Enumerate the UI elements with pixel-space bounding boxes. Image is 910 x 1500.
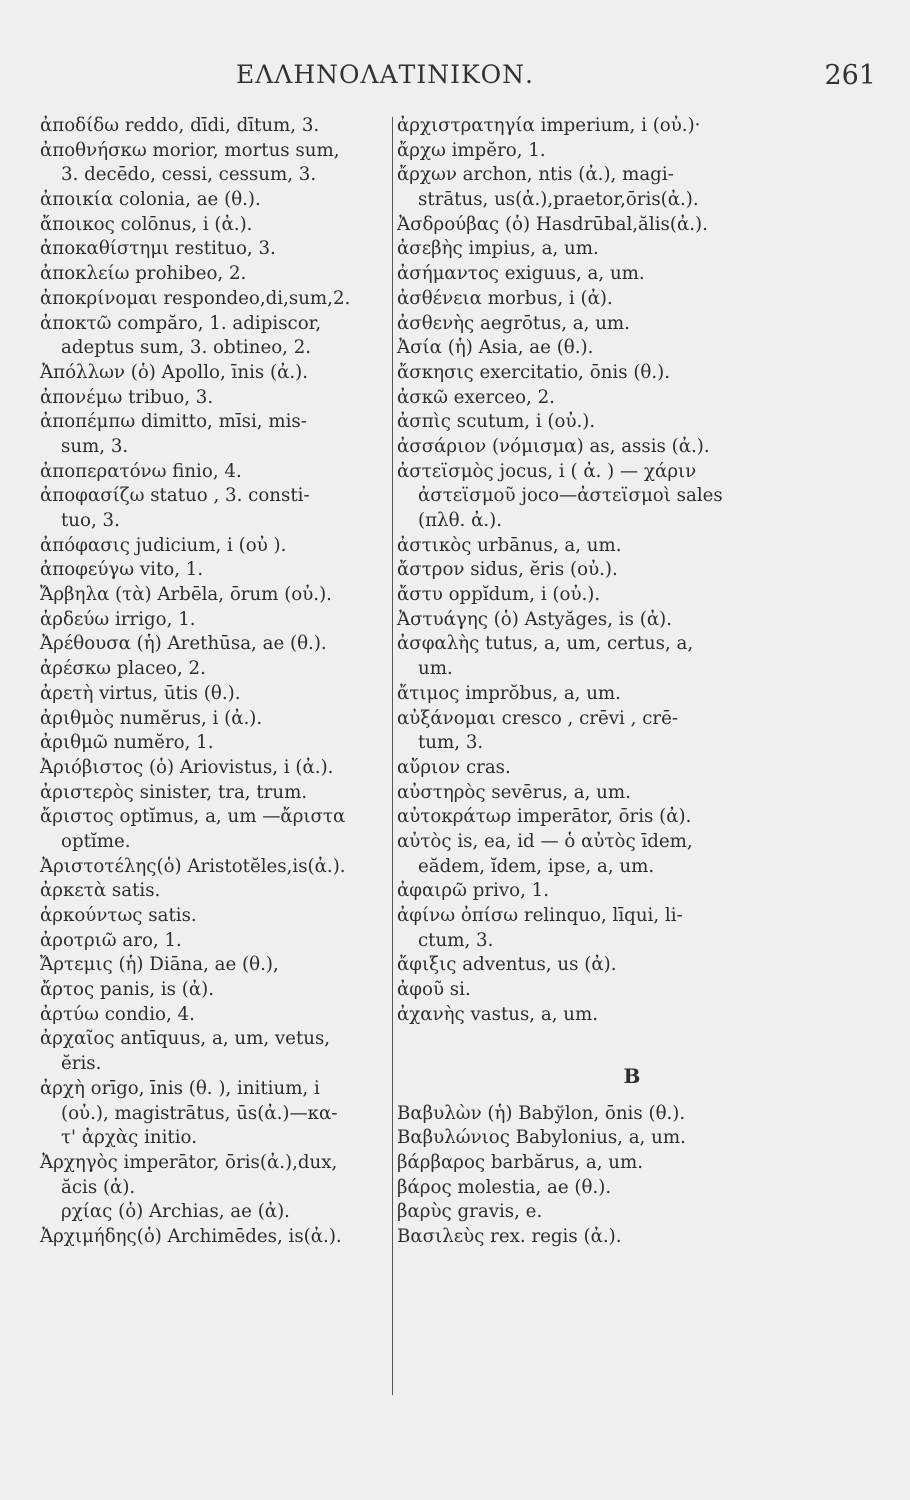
entry-line: ἀρχαῖος antīquus, a, um, vetus, — [40, 1028, 331, 1050]
entry-line: ἀροτριῶ aro, 1. — [40, 929, 182, 951]
entry-line: ἀφαιρῶ privo, 1. — [397, 880, 550, 902]
entry-line: βάρος molestia, ae (θ.). — [397, 1176, 612, 1198]
entry-line: ἀρχὴ orīgo, īnis (θ. ), initium, i — [40, 1077, 320, 1099]
entry-line: ἀσκῶ exerceo, 2. — [397, 386, 555, 408]
entry-line: sum, 3. — [61, 435, 129, 457]
entry-line: ἀποφεύγω vito, 1. — [40, 559, 204, 581]
entry-line: ἄστυ oppĭdum, i (οὐ.). — [397, 584, 601, 606]
entry-line: Ἀσία (ἡ) Asia, ae (θ.). — [397, 337, 594, 359]
entry-line: ἀφοῦ si. — [397, 979, 471, 1001]
entry-line: Ἀρχηγὸς imperātor, ōris(ἀ.),dux, — [40, 1151, 338, 1173]
entry-line: strātus, us(ἀ.),praetor,ōris(ἀ.). — [418, 189, 699, 211]
entry-line: um. — [418, 658, 453, 680]
entry-line: eădem, ĭdem, ipse, a, um. — [418, 855, 655, 877]
entry-line: ἀποπερατόνω finio, 4. — [40, 460, 242, 482]
entry-line: ἄποικος colōnus, i (ἀ.). — [40, 213, 253, 235]
entry-line: ἀρέσκω placeo, 2. — [40, 658, 206, 680]
running-head — [236, 60, 876, 100]
entry-line: ἀσφαλὴς tutus, a, um, certus, a, — [397, 633, 694, 655]
entry-line: ἀστεϊσμοῦ joco—ἀστεϊσμοὶ sales — [418, 485, 723, 507]
entry-line: ἀπόφασις judicium, i (οὐ ). — [40, 534, 287, 556]
entry-line: 3. decēdo, cessi, cessum, 3. — [61, 164, 317, 186]
entry-line: Ἀριστοτέλης(ὁ) Aristotĕles,is(ἀ.). — [40, 855, 346, 877]
entry-line: Ἀπόλλων (ὁ) Apollo, īnis (ἀ.). — [40, 361, 309, 383]
entry-line: (οὐ.), magistrātus, ūs(ἀ.)—κα- — [61, 1102, 338, 1124]
entry-line: ἀποκρίνομαι respondeo,di,sum,2. — [40, 287, 351, 309]
right-column — [397, 114, 867, 1250]
entry-line: ἀρκετὰ satis. — [40, 880, 161, 902]
entry-line: ἀσήμαντος exiguus, a, um. — [397, 263, 645, 285]
entry-line: (πλθ. ἀ.). — [418, 510, 503, 531]
entry-line: Ἀσδρούβας (ὁ) Hasdrūbal,ălis(ἀ.). — [397, 213, 708, 235]
entry-line: αὐτοκράτωρ imperātor, ōris (ἀ). — [397, 806, 692, 828]
entry-line: ἀρτύω condio, 4. — [40, 1003, 195, 1025]
entry-line: ἀποθνήσκω morior, mortus sum, — [40, 139, 340, 161]
entry-line: ἀσσάριον (νόμισμα) as, assis (ἀ.). — [397, 435, 710, 457]
entry-line: Βαβυλὼν (ἡ) Babўlon, ōnis (θ.). — [397, 1102, 686, 1124]
entry-line: ἀπονέμω tribuo, 3. — [40, 386, 214, 408]
entry-line: ρχίας (ὁ) Archias, ae (ἀ). — [61, 1201, 290, 1223]
entry-line: ἀριθμὸς numĕrus, i (ἀ.). — [40, 707, 263, 729]
entry-line: ctum, 3. — [418, 929, 494, 951]
left-column — [40, 114, 392, 1250]
entry-line: βαρὺς gravis, e. — [397, 1201, 543, 1223]
entry-line: Βαβυλώνιος Babylonius, a, um. — [397, 1127, 686, 1149]
entry-line: ἀποικία colonia, ae (θ.). — [40, 189, 261, 211]
entry-line: ἄστρον sidus, ĕris (οὐ.). — [397, 559, 618, 581]
entry-line: tum, 3. — [418, 732, 484, 754]
entry-line: ἀχανὴς vastus, a, um. — [397, 1003, 599, 1025]
entry-line: ăcis (ἀ). — [61, 1176, 136, 1198]
running-title: ΕΛΛΗΝΟΛΑΤΙΝΙΚΟΝ. — [236, 60, 534, 89]
entry-line: αὐτὸς is, ea, id — ὁ αὐτὸς īdem, — [397, 830, 693, 852]
entry-line: ἀσπὶς scutum, i (οὐ.). — [397, 411, 596, 433]
entry-line: αὔριον cras. — [397, 756, 511, 778]
entry-line: ἀποκτῶ compăro, 1. adipiscor, — [40, 312, 322, 334]
entry-line: ἀσθενὴς aegrōtus, a, um. — [397, 312, 630, 334]
entry-line: ἄσκησις exercitatio, ōnis (θ.). — [397, 361, 671, 383]
entry-line: ἀστεϊσμὸς jocus, i ( ἀ. ) — χάριν — [397, 460, 697, 482]
entry-line: ἀρδεύω irrigo, 1. — [40, 608, 196, 630]
entry-line: ἀποφασίζω statuo , 3. consti- — [40, 485, 310, 507]
entry-line: ἄρτος panis, is (ἀ). — [40, 979, 215, 1001]
entry-line: Ἀστυάγης (ὁ) Astyăges, is (ἀ). — [397, 608, 672, 630]
entry-line: ἄρχω impĕro, 1. — [397, 139, 546, 161]
entry-line: ἀσθένεια morbus, i (ἀ). — [397, 287, 613, 309]
entry-line: τ' ἀρχὰς initio. — [61, 1127, 197, 1149]
entry-line: ἀποκλείω prohibeo, 2. — [40, 263, 247, 285]
entry-line: ἄτιμος imprŏbus, a, um. — [397, 682, 621, 704]
entry-line: Βασιλεὺς rex. regis (ἀ.). — [397, 1225, 622, 1247]
entry-line: ἄφιξις adventus, us (ἀ). — [397, 954, 617, 976]
entry-line: adeptus sum, 3. obtineo, 2. — [61, 337, 312, 359]
entry-line: Ἄρτεμις (ἡ) Diāna, ae (θ.), — [40, 954, 279, 976]
entry-line: optĭme. — [61, 830, 131, 852]
page-number: 261 — [824, 60, 876, 91]
entry-line: ἀποδίδω reddo, dīdi, dītum, 3. — [40, 115, 320, 136]
entry-line: ἀσεβὴς impius, a, um. — [397, 238, 599, 260]
column-divider — [392, 117, 393, 1395]
entry-line: ἄρχων archon, ntis (ἀ.), magi- — [397, 164, 674, 186]
entry-line: ἀφίνω ὀπίσω relinquo, līqui, li- — [397, 905, 683, 926]
entry-line: ἀποκαθίστημι restituo, 3. — [40, 238, 276, 260]
entry-line: αὐξάνομαι cresco , crēvi , crē- — [397, 707, 678, 729]
entry-line: Ἀρχιμήδης(ὁ) Archimēdes, is(ἀ.). — [40, 1225, 342, 1247]
entry-line: Ἀριόβιστος (ὁ) Ariovistus, i (ἀ.). — [40, 756, 334, 778]
entry-line: ἄριστος optĭmus, a, um —ἄριστα — [40, 806, 346, 828]
entry-line: ἀρετὴ virtus, ūtis (θ.). — [40, 682, 241, 704]
entry-line: ἀρχιστρατηγία imperium, i (οὐ.)· — [397, 115, 701, 136]
entry-line: Ἄρβηλα (τὰ) Arbēla, ōrum (οὐ.). — [40, 584, 332, 606]
entry-line: αὐστηρὸς sevērus, a, um. — [397, 781, 631, 803]
section-letter: B — [623, 1064, 641, 1089]
entry-line: ἀποπέμπω dimitto, mīsi, mis- — [40, 411, 307, 433]
entry-line: ἀριθμῶ numĕro, 1. — [40, 732, 214, 754]
entry-line: βάρβαρος barbărus, a, um. — [397, 1151, 644, 1173]
entry-line: ĕris. — [61, 1053, 102, 1075]
entry-line: ἀριστερὸς sinister, tra, trum. — [40, 781, 308, 803]
entry-line: tuo, 3. — [61, 510, 120, 531]
entry-line: ἀστικὸς urbānus, a, um. — [397, 534, 622, 556]
entry-line: Ἀρέθουσα (ἡ) Arethūsa, ae (θ.). — [40, 633, 327, 655]
entry-line: ἀρκούντως satis. — [40, 905, 197, 926]
